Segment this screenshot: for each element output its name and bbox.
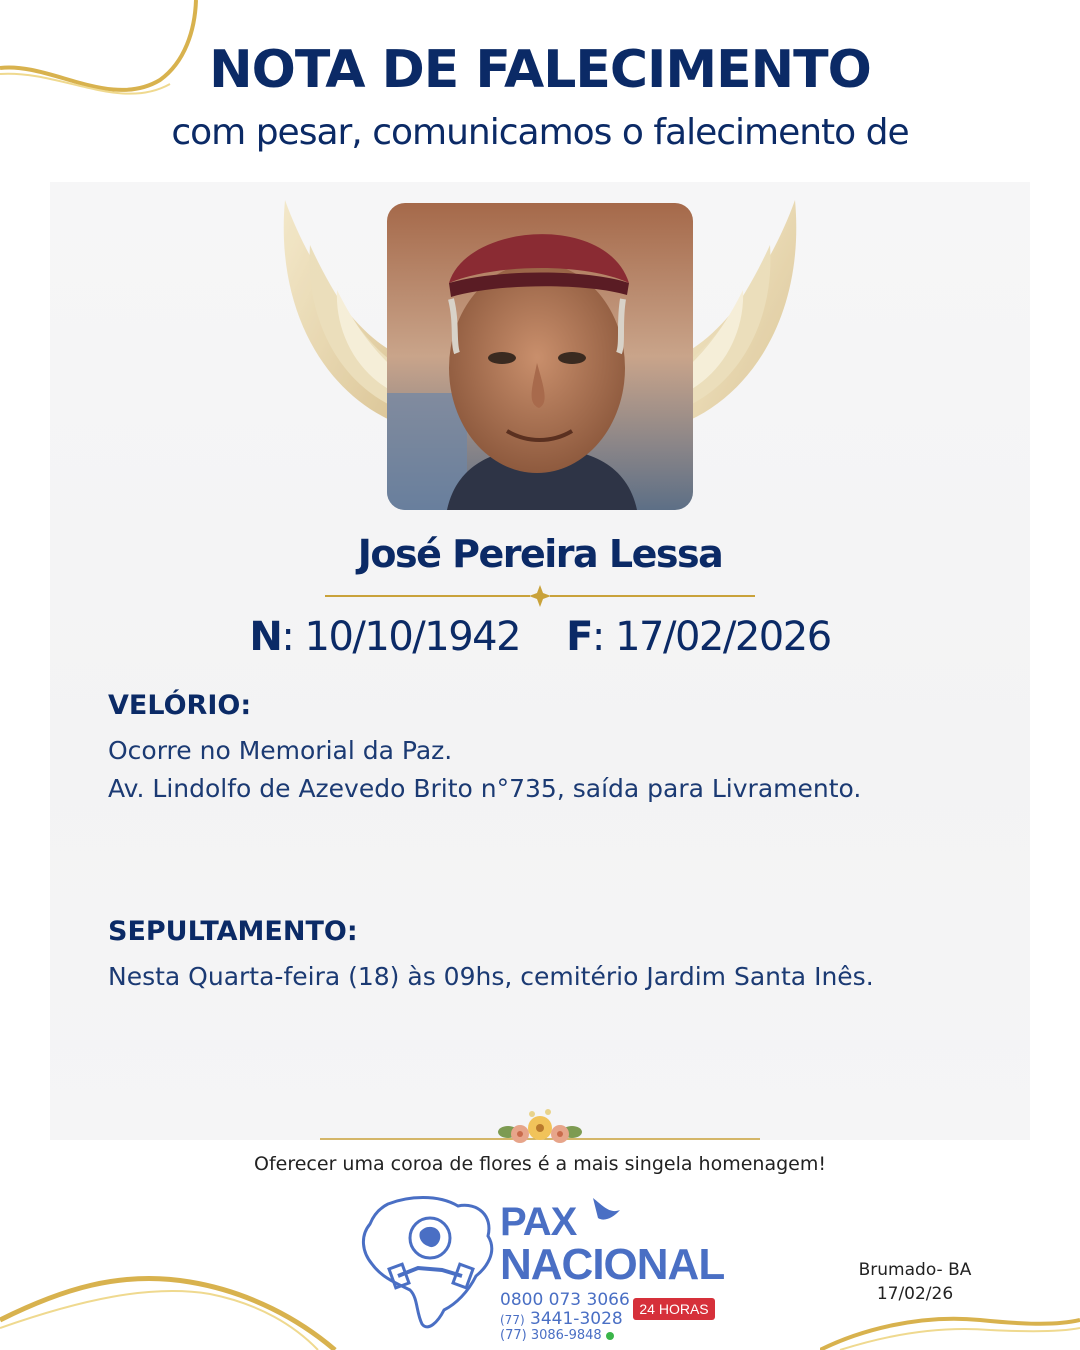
life-dates: N: 10/10/1942 F: 17/02/2026 — [249, 614, 831, 660]
phone-local-1[interactable] — [500, 1309, 623, 1329]
velorio-heading: VELÓRIO: — [108, 690, 252, 721]
deceased-name: José Pereira Lessa — [357, 532, 723, 576]
brand-name-line-1: PAX — [500, 1200, 577, 1244]
velorio-line-2: Av. Lindolfo de Azevedo Brito n°735, saída para Livramento. — [108, 774, 862, 803]
tagline: Oferecer uma coroa de flores é a mais singela homenagem! — [254, 1153, 826, 1175]
brand-name-line-2: NACIONAL — [500, 1240, 725, 1289]
velorio-line-1: Ocorre no Memorial da Paz. — [108, 736, 453, 765]
gold-swoosh-bottom-left — [0, 1270, 340, 1350]
whatsapp-icon — [606, 1332, 614, 1340]
birth-label: N — [249, 614, 282, 660]
sepultamento-line-1: Nesta Quarta-feira (18) às 09hs, cemitério Jardim Santa Inês. — [108, 962, 874, 991]
phone-local-number: 3441-3028 — [530, 1309, 623, 1329]
page-title: NOTA DE FALECIMENTO — [209, 40, 871, 100]
death-date: 17/02/2026 — [615, 614, 831, 660]
page-subtitle: com pesar, comunicamos o falecimento de — [171, 112, 909, 153]
gold-divider — [325, 584, 755, 608]
issue-date: 17/02/26 — [876, 1284, 954, 1304]
sepultamento-heading: SEPULTAMENTO: — [108, 916, 358, 947]
phone-tollfree[interactable]: 0800 073 3066 — [500, 1290, 630, 1310]
deceased-photo — [387, 203, 693, 510]
phone-area-code: (77) — [500, 1313, 525, 1327]
phone-line-3-number: (77) 3086-9848 — [500, 1328, 602, 1343]
death-label: F — [566, 614, 592, 660]
badge-24-horas: 24 HORAS — [633, 1298, 715, 1320]
birth-date: 10/10/1942 — [304, 614, 521, 660]
city-label: Brumado- BA — [858, 1260, 972, 1280]
flowers-icon — [320, 1106, 760, 1156]
phone-line-3[interactable] — [500, 1328, 614, 1343]
